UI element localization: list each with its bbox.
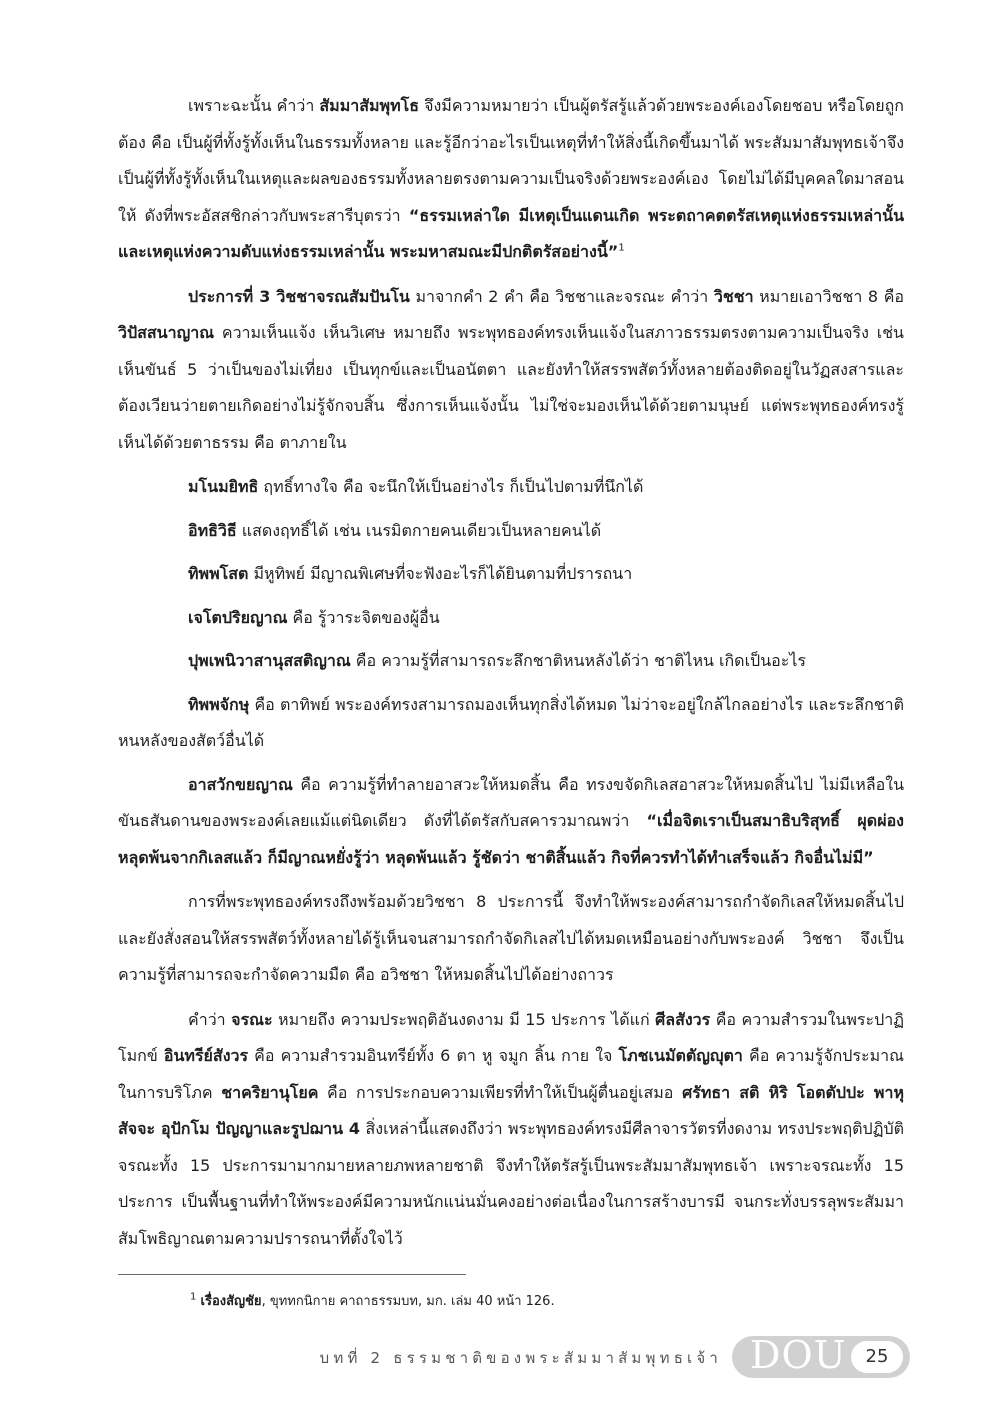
text: คือ ความสำรวมอินทรีย์ทั้ง 6 ตา หู จมูก ลิ้น กาย ใจ: [248, 1046, 619, 1065]
bold-term: วิปัสสนาญาณ: [118, 323, 215, 342]
text: คือ ความสำรวมในพระปาฏิโมกข์: [118, 1009, 904, 1065]
item-term: ทิพพจักษุ: [188, 694, 250, 714]
text: คำว่า: [188, 1009, 232, 1029]
chapter-title: บทที่ 2 ธรรมชาติของพระสัมมาสัมพุทธเจ้า: [319, 1349, 722, 1367]
list-item: [118, 556, 904, 593]
bold-term: โภชเนมัตตัญญุตา: [618, 1046, 743, 1065]
bold-term: ศรัทธา สติ หิริ โอตตัปปะ พาหุสัจจะ อุปักโม ปัญญาและรูปฌาน 4: [118, 1082, 904, 1138]
item-desc: แสดงฤทธิ์ได้ เช่น เนรมิตกายคนเดียวเป็นหลายคนได้: [236, 520, 602, 540]
item-term: อิทธิวิธี: [188, 520, 237, 540]
footnote-divider: [118, 1274, 466, 1275]
page-number: 25: [851, 1341, 903, 1373]
text: คือ ความรู้จักประมาณในการบริโภค: [118, 1046, 904, 1102]
item-desc: มีหูทิพย์ มีญาณพิเศษที่จะฟังอะไรก็ได้ยินตามที่ปรารถนา: [248, 564, 633, 583]
bold-term: สัมมาสัมพุทโธ: [319, 96, 419, 115]
bold-term: ศีลสังวร: [655, 1009, 711, 1029]
list-item: [118, 643, 904, 680]
paragraph-vijja-carana: [118, 279, 904, 462]
text: เพราะฉะนั้น คำว่า: [188, 96, 320, 115]
list-item: [118, 513, 904, 550]
text: ความเห็นแจ้ง เห็นวิเศษ หมายถึง พระพุทธองค์ทรงเห็นแจ้งในสภาวธรรมตรงตามความเป็นจริง เช่น เห็นขันธ์ 5 ว่าเป็นของไม่เที่ยง เป็นทุกข์และเป็นอนัตตา และยังทำให้สรรพสัตว์ทั้งหลายต้องติดอยู่ในวัฏสงสารและต้องเวียนว่ายตายเกิดอย่างไม่รู้จักจบสิ้น ซึ่งการเห็นแจ้งนั้น ไม่ใช่จะมองเห็นได้ด้วยตามนุษย์ แต่พระพุทธองค์ทรงรู้เห็นได้ด้วยตาธรรม คือ ตาภายใน: [118, 323, 904, 452]
bold-term: วิชชา: [713, 286, 754, 306]
list-item: [118, 469, 904, 506]
bold-heading: ประการที่ 3 วิชชาจรณสัมปันโน: [188, 286, 410, 306]
text: สิ่งเหล่านี้แสดงถึงว่า พระพุทธองค์ทรงมีศีลาจารวัตรที่งดงาม ทรงประพฤติปฏิบัติจรณะทั้ง 15 ประการมามากมายหลายภพหลายชาติ จึงทำให้ตรัสรู้เป็นพระสัมมาสัมพุทธเจ้า เพราะจรณะทั้ง 15 ประการ เป็นพื้นฐานที่ทำให้พระองค์มีความหนักแน่นมั่นคงอย่างต่อเนื่องในการสร้างบารมี จนกระทั่งบรรลุพระสัมมาสัมโพธิญาณตามความปรารถนาที่ตั้งใจไว้: [118, 1119, 904, 1248]
page-footer: [240, 1333, 910, 1380]
paragraph-carana: [118, 1002, 904, 1258]
item-term: ปุพเพนิวาสานุสสติญาณ: [188, 651, 351, 670]
footnote-number: 1: [190, 1291, 197, 1303]
text: คือ การประกอบความเพียรที่ทำให้เป็นผู้ตื่นอยู่เสมอ: [318, 1082, 683, 1102]
bold-term: อินทรีย์สังวร: [163, 1046, 249, 1065]
dou-logo-text: DOU: [750, 1333, 847, 1377]
list-item: [118, 600, 904, 637]
item-term: เจโตปริยญาณ: [188, 607, 288, 627]
item-desc: คือ รู้วาระจิตของผู้อื่น: [287, 607, 440, 627]
bold-term: ชาคริยานุโยค: [221, 1082, 319, 1102]
footnote-title: เรื่องสัญชัย: [200, 1294, 262, 1309]
item-term: มโนมยิทธิ: [188, 477, 259, 496]
text: มาจากคำ 2 คำ คือ วิชชาและจรณะ คำว่า: [409, 286, 714, 306]
text: หมายเอาวิชชา 8 คือ: [753, 286, 905, 306]
bold-term: อาสวักขยญาณ: [188, 774, 293, 794]
paragraph-vijja-summary: การที่พระพุทธองค์ทรงถึงพร้อมด้วยวิชชา 8 ประการนี้ จึงทำให้พระองค์สามารถกำจัดกิเลสให้หมดสิ้นไปและยังสั่งสอนให้สรรพสัตว์ทั้งหลายได้รู้เห็นจนสามารถกำจัดกิเลสไปได้หมดเหมือนอย่างกับพระองค์ วิชชา จึงเป็นความรู้ที่สามารถจะกำจัดความมืด คือ อวิชชา ให้หมดสิ้นไปได้อย่างถาวร: [118, 892, 904, 984]
list-item: [118, 687, 904, 760]
bold-term: จรณะ: [231, 1009, 273, 1029]
page-body: [118, 88, 904, 1265]
text: หมายถึง ความประพฤติอันงดงาม มี 15 ประการ ได้แก่: [272, 1009, 656, 1029]
dou-logo: [732, 1333, 910, 1378]
bold-quote: “เมื่อจิตเราเป็นสมาธิบริสุทธิ์ ผุดผ่อง หลุดพ้นจากกิเลสแล้ว ก็มีญาณหยั่งรู้ว่า หลุดพ้นแล้ว รู้ชัดว่า ชาติสิ้นแล้ว กิจที่ควรทำได้ทำเสร็จแล้ว กิจอื่นไม่มี”: [118, 811, 904, 867]
footnote-ref[interactable]: 1: [618, 242, 625, 254]
item-desc: ฤทธิ์ทางใจ คือ จะนึกให้เป็นอย่างไร ก็เป็นไปตามที่นึกได้: [258, 477, 644, 496]
footnote: [190, 1292, 555, 1312]
text: คือ ความรู้ที่ทำลายอาสวะให้หมดสิ้น คือ ทรงขจัดกิเลสอาสวะให้หมดสิ้นไป ไม่มีเหลือในขันธสันดานของพระองค์เลยแม้แต่นิดเดียว ดังที่ได้ตรัสกับสคารวมาณพว่า: [118, 774, 904, 830]
item-desc: คือ ตาทิพย์ พระองค์ทรงสามารถมองเห็นทุกสิ่งได้หมด ไม่ว่าจะอยู่ใกล้ไกลอย่างไร และระลึกชาติหนหลังของสัตว์อื่นได้: [118, 694, 904, 750]
paragraph-sammasambuddho: [118, 88, 904, 271]
text: จึงมีความหมายว่า เป็นผู้ตรัสรู้แล้วด้วยพระองค์เองโดยชอบ หรือโดยถูกต้อง คือ เป็นผู้ที่ทั้งรู้ทั้งเห็นในธรรมทั้งหลาย และรู้อีกว่าอะไรเป็นเหตุที่ทำให้สิ่งนี้เกิดขึ้นมาได้ พระสัมมาสัมพุทธเจ้าจึงเป็นผู้ที่ทั้งรู้ทั้งเห็นในเหตุและผลของธรรมทั้งหลายตรงตามความเป็นจริงด้วยพระองค์เอง โดยไม่ได้มีบุคคลใดมาสอนให้ ดังที่พระอัสสชิกล่าวกับพระสารีบุตรว่า: [118, 96, 904, 225]
item-term: ทิพพโสต: [188, 564, 249, 583]
footnote-text: , ขุททกนิกาย คาถาธรรมบท, มก. เล่ม 40 หน้า 126.: [261, 1294, 555, 1309]
bold-quote: “ธรรมเหล่าใด มีเหตุเป็นแดนเกิด พระตถาคตตรัสเหตุแห่งธรรมเหล่านั้น และเหตุแห่งความดับแห่งธรรมเหล่านั้น พระมหาสมณะมีปกติตรัสอย่างนี้”: [118, 205, 904, 261]
item-desc: คือ ความรู้ที่สามารถระลึกชาติหนหลังได้ว่า ชาติไหน เกิดเป็นอะไร: [350, 651, 806, 670]
paragraph-asavakkhaya: [118, 767, 904, 877]
